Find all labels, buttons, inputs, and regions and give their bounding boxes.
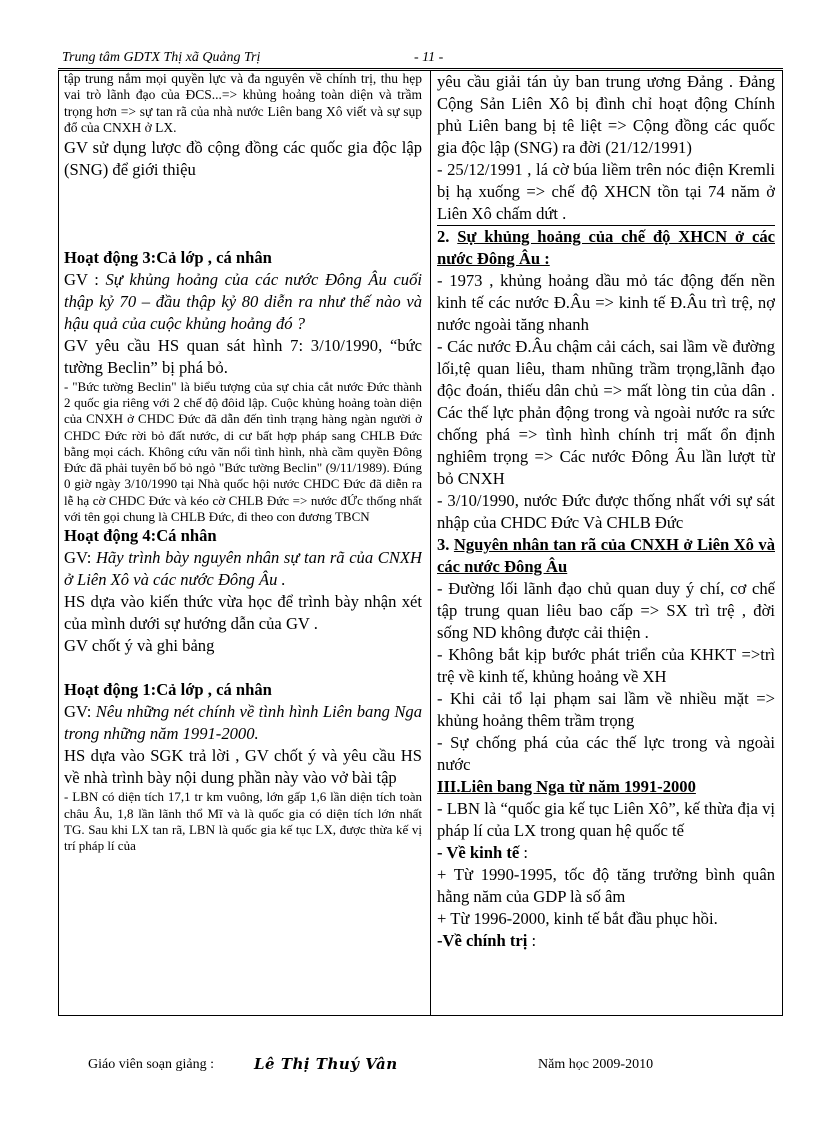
activity-1-hs: HS dựa vào SGK trả lời , GV chốt ý và yêu cầu HS về nhà trình bày nội dung phần này vào vở bài tập — [64, 746, 422, 788]
author-label: Giáo viên soạn giảng : — [88, 1057, 214, 1072]
section-4-p3: + Từ 1996-2000, kinh tế bắt đầu phục hồi. — [437, 909, 718, 928]
header-center-name: Trung tâm GDTX Thị xã Quảng Trị — [62, 50, 261, 65]
section-4-p2: + Từ 1990-1995, tốc độ tăng trưởng bình quân hằng năm của GDP là số âm — [437, 865, 775, 906]
activity-3-instruction: GV yêu cầu HS quan sát hình 7: 3/10/1990, “bức tường Beclin” bị phá bỏ. — [64, 335, 422, 377]
section-2-title: 2. Sự khủng hoảng của chế độ XHCN ở các nước Đông Âu : — [437, 227, 775, 268]
section-4-politics-label: -Về chính trị : — [437, 931, 537, 950]
intro-note: tập trung nắm mọi quyền lực và đa nguyên về chính trị, thu hẹp vai trò lãnh đạo của ĐCS...=> khủng hoảng toàn diện và trầm trọng hơn => sự tan rã của nhà nước Liên bang Xô viết và sự sụp đổ của CNXH ở LX. — [64, 71, 422, 136]
content-p1: yêu cầu giải tán ủy ban trung ương Đảng . Đảng Cộng Sản Liên Xô bị đình chỉ hoạt động Chính phủ Liên bang bị tê liệt => Cộng đồng các quốc gia độc lập (SNG) ra đời (21/12/1991) — [437, 72, 775, 157]
content-p2: - 25/12/1991 , lá cờ búa liềm trên nóc điện Kremli bị hạ xuống => chế độ XHCN tồn tại 74 năm ở Liên Xô chấm dứt . — [437, 160, 775, 223]
section-2-p2: - Các nước Đ.Âu chậm cải cách, sai lầm về đường lối,tệ quan liêu, tham nhũng trầm trọng,lãnh đạo độc đoán, thiếu dân chủ => mất lòng tin của dân . Các thế lực phản động trong và ngoài nước ra sức chống phá => tình hình chính trị mất ổn định nghiêm trọng => Các nước Đông Âu lần lượt từ bỏ CNXH — [437, 337, 775, 488]
teacher-signature: Lê Thị Thuý Vân — [254, 1055, 398, 1073]
section-3-p2: - Không bắt kịp bước phát triển của KHKT =>trì trệ về kinh tế, khủng hoảng về XH — [437, 645, 775, 686]
section-2-p3: - 3/10/1990, nước Đức được thống nhất với sự sát nhập của CHDC Đức Và CHLB Đức — [437, 491, 775, 532]
activity-3-title: Hoạt động 3:Cả lớp , cá nhân — [64, 247, 272, 267]
header-rule — [58, 68, 783, 69]
activity-3-question: GV : Sự khủng hoảng của các nước Đông Âu cuối thập kỷ 70 – đầu thập kỷ 80 diễn ra như thế nào và hậu quả của cuộc khủng hoảng đó ? — [64, 269, 422, 333]
activity-1-note: - LBN có diện tích 17,1 tr km vuông, lớn gấp 1,6 lần diện tích toàn châu Âu, 1,8 lần lãnh thổ Mĩ và là quốc gia có diện tích lớn nhất TG. Sau khi LX tan rã, LBN là quốc gia kế tục LX, được thừa kế vị trí pháp lí của — [64, 789, 422, 854]
content-column — [437, 71, 775, 952]
section-4-p1: - LBN là “quốc gia kế tục Liên Xô”, kế thừa địa vị pháp lí của LX trong quan hệ quốc tế — [437, 799, 775, 840]
section-4-economy-label: - Về kinh tế : — [437, 843, 528, 862]
school-year: Năm học 2009-2010 — [538, 1057, 654, 1072]
activity-1-title: Hoạt động 1:Cả lớp , cá nhân — [64, 680, 272, 700]
activities-column — [64, 71, 422, 854]
section-3-title: 3. Nguyên nhân tan rã của CNXH ở Liên Xô và các nước Đông Âu — [437, 535, 775, 576]
activity-4-title: Hoạt động 4:Cá nhân — [64, 526, 217, 546]
activity-3-note: - "Bức tường Beclin" là biểu tượng của sự chia cắt nước Đức thành 2 quốc gia riêng với 2 chế độ đôid lập. Cuộc khủng hoảng toàn diện của CNXH ở CHDC Đức đã dẫn đến tình trạng hàng ngàn người ở CHDC Đức rời bỏ đất nước, di cư bất hợp pháp sang CHLB Đức bằng mọi cách. Không cứu vãn nổi tình hình, nhà cầm quyền Đông Đức đã phải tuyên bố bỏ ngỏ "Bức tường Beclin" (9/11/1989). Đúng 0 giờ ngày 3/10/1990 tại Nhà quốc hội nước CHDC Đức đã diễn ra lễ hạ cờ CHDC Đức và kéo cờ CHLB Đức => nước đỨc thống nhất với tên gọi chung là CHLB Đức, đi theo con đương TBCN — [64, 378, 422, 524]
activity-4-hs: HS dựa vào kiến thức vừa học để trình bày nhận xét của mình dưới sự hướng dẫn của GV . — [64, 592, 422, 634]
page-header — [62, 50, 784, 68]
page-number: - 11 - — [414, 50, 444, 65]
section-3-p4: - Sự chống phá của các thế lực trong và ngoài nước — [437, 733, 775, 774]
page-footer — [88, 1055, 788, 1083]
intro-gv: GV sử dụng lược đồ cộng đồng các quốc gia độc lập (SNG) để giới thiệu — [64, 137, 422, 179]
column-divider — [430, 70, 431, 1016]
section-4-title: III.Liên bang Nga từ năm 1991-2000 — [437, 777, 696, 796]
section-2-p1: - 1973 , khủng hoảng dầu mỏ tác động đến nền kinh tế các nước Đ.Âu => kinh tế Đ.Âu trì trệ, nợ nước ngoài tăng nhanh — [437, 271, 775, 334]
activity-1-question: GV: Nêu những nét chính về tình hình Liên bang Nga trong những năm 1991-2000. — [64, 702, 422, 744]
activity-4-question: GV: Hãy trình bày nguyên nhân sự tan rã của CNXH ở Liên Xô và các nước Đông Âu . — [64, 548, 422, 590]
section-3-p1: - Đường lối lãnh đạo chủ quan duy ý chí, cơ chế tập trung quan liêu bao cấp => SX trì trệ , đời sống ND không được cải thiện . — [437, 579, 775, 642]
activity-4-gv: GV chốt ý và ghi bảng — [64, 636, 215, 656]
section-3-p3: - Khi cải tổ lại phạm sai lầm về nhiều mặt => khủng hoảng thêm trầm trọng — [437, 689, 775, 730]
